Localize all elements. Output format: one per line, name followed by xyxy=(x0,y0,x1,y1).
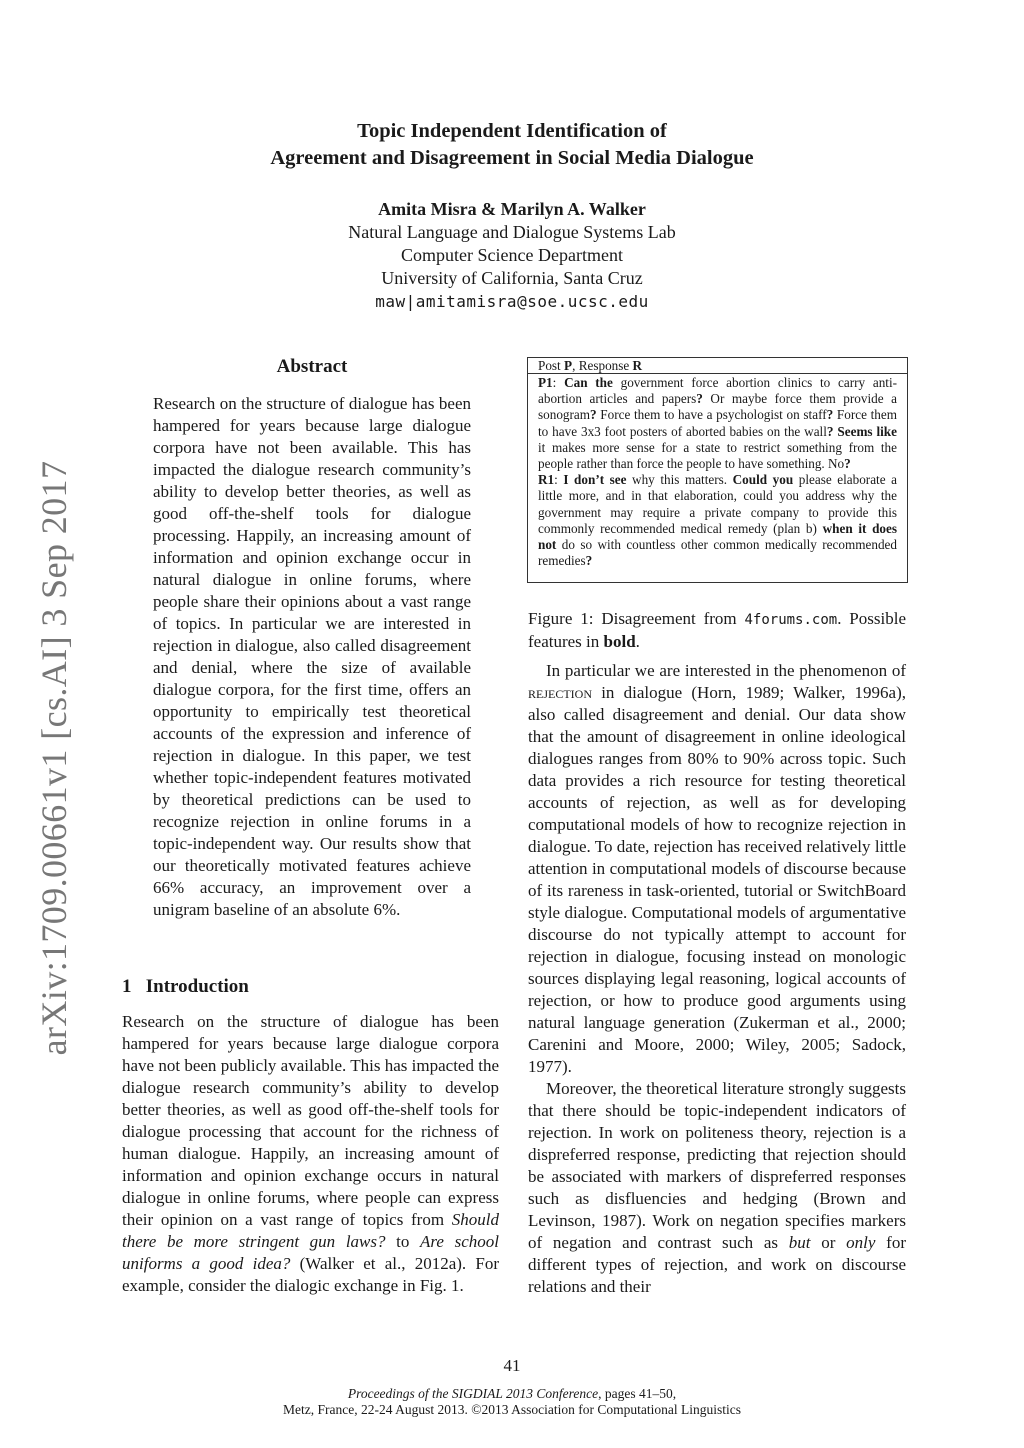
abstract-text: Research on the structure of dialogue has been hampered for years because large dialogue corpora have not been available. This has impacted the dialogue research community’s ability to develop better theories, as well as good off-the-shelf tools for dialogue processing. Happily, an increasing amount of information and opinion exchange occur in natural dialogue in online forums, where people share their opinions about a vast range of topics. In particular we are interested in rejection in dialogue, also called disagreement and denial, where the size of available dialogue corpora, for the first time, offers an opportunity to empirically test theoretical accounts of the expression and inference of rejection in dialogue. In this paper, we test whether topic-independent features motivated by theoretical predictions can be used to recognize rejection in online forums in a topic-independent way. Our results show that our theoretically motivated features achieve 66% accuracy, an improvement over a unigram baseline of an absolute 6%. xyxy=(153,394,471,919)
paper-title xyxy=(0,118,1024,172)
fig-header-post: Post xyxy=(538,358,565,373)
p1-segment: it makes more sense for a state to restrict something from the people rather than force the people to have something. No xyxy=(538,439,897,472)
title-line-2: Agreement and Disagreement in Social Media Dialogue xyxy=(270,147,754,169)
r1-segment: please elaborate a little more, and in that elaboration, could you address why the government may require a private company to provide this commonly recommended medical remedy (plan b) xyxy=(538,472,897,536)
p1-segment: government force abortion clinics to carry anti-abortion articles and papers xyxy=(538,375,898,407)
footer-line-2: Metz, France, 22-24 August 2013. ©2013 Association for Computational Linguistics xyxy=(283,1402,741,1417)
author-names: Amita Misra & Marilyn A. Walker xyxy=(378,199,646,219)
affiliation-lab: Natural Language and Dialogue Systems Lab xyxy=(348,222,676,242)
p1-segment: ? xyxy=(590,407,597,423)
r1-segment: do so with countless other common medically recommended remedies xyxy=(538,537,897,569)
fig-header-p: P xyxy=(564,358,573,373)
author-block xyxy=(0,198,1024,313)
p1-segment: Seems like xyxy=(837,423,897,439)
footer-pages: , pages 41–50, xyxy=(598,1386,677,1401)
intro-question-school-uniforms: Are school uniforms a good idea? xyxy=(122,1232,499,1273)
p2-smallcaps-rejection: rejection xyxy=(528,683,592,702)
intro-text-to: to xyxy=(385,1232,421,1251)
p3-text-b: for different types of rejection, and work on discourse relations and their xyxy=(528,1233,906,1296)
author-email: maw|amitamisra@soe.ucsc.edu xyxy=(375,292,649,311)
r1-segment: when it does not xyxy=(538,520,898,553)
footer-proceedings: Proceedings of the SIGDIAL 2013 Conference xyxy=(347,1386,599,1401)
p3-or: or xyxy=(810,1233,847,1252)
p1-text xyxy=(538,375,897,471)
p1-segment: ? xyxy=(826,423,834,439)
p1-label: P1 xyxy=(538,375,553,390)
p1-segment: ? xyxy=(696,391,703,407)
caption-text: Figure 1: Disagreement from xyxy=(528,609,745,628)
p1-segment: ? xyxy=(844,456,851,472)
p3-only: only xyxy=(846,1233,876,1252)
r1-segment: Could you xyxy=(732,472,794,488)
p3-text-a: Moreover, the theoretical literature strongly suggests that there should be topic-independent indicators of rejection. In work on politeness theory, rejection is a dispreferred response, predicting that rejection should be associated with markers of dispreferred responses such as disfluencies and hedging (Brown and Levinson, 1987). Work on negation specifies markers of negation and contrast such as xyxy=(528,1079,906,1252)
title-line-1: Topic Independent Identification of xyxy=(357,120,667,142)
r1-label: R1 xyxy=(538,472,555,488)
r1-segment: : xyxy=(554,472,564,488)
p1-segment: Or maybe force them provide a sonogram xyxy=(538,391,898,423)
p3-but: but xyxy=(788,1233,811,1252)
p2-text-b: in dialogue (Horn, 1989; Walker, 1996a), also called disagreement and denial. Our data show that the amount of disagreement in online ideological dialogues ranges from 80% to 90% across topic. Such data provides a rich resource for testing theoretical accounts of rejection, as well as for developing computational models of how to recognize rejection in dialogue. To date, rejection has received relatively little attention in computational models of discourse because of its rareness in task-oriented, tutorial or SwitchBoard style dialogue. Computational models of argumentative discourse do not typically attempt to account for rejection in dialogue, focusing instead on monologic sources displaying legal reasoning, logical accounts of rejection, or how to produce good arguments using natural language generation (Zukerman et al., 2000; Carenini and Moore, 2000; Wiley, 2005; Sadock, 1977). xyxy=(528,683,906,1076)
p1-segment: Can the xyxy=(564,375,613,390)
intro-text: Research on the structure of dialogue has been hampered for years because large dialogue corpora have not been publicly available. This has impacted the dialogue research community’s ability to develop better theories, as well as good off-the-shelf tools for dialogue processing that account for the richness of human dialogue. Happily, an increasing amount of information and opinion exchange occurs in natural dialogue in online forums, where people can express their opinion on a vast range of topics from xyxy=(122,1012,499,1229)
intro-question-gun-laws: Should there be more stringent gun laws? xyxy=(122,1210,499,1251)
r1-segment: I don’t see xyxy=(563,472,627,488)
figure-post-p1 xyxy=(528,374,907,472)
arxiv-identifier: arXiv:1709.00661v1 [cs.AI] 3 Sep 2017 xyxy=(34,460,74,1056)
r1-segment: why this matters. xyxy=(626,472,733,488)
footer-line-1 xyxy=(0,1386,1024,1402)
p2-text-a: In particular we are interested in the phenomenon of xyxy=(546,661,906,680)
affiliation-university: University of California, Santa Cruz xyxy=(381,268,643,288)
paragraph-moreover xyxy=(528,1078,906,1298)
figure-1-caption xyxy=(528,608,906,653)
paragraph-rejection xyxy=(528,660,906,1078)
figure-1-box xyxy=(527,357,908,583)
fig-header-r: R xyxy=(632,358,643,373)
p1-segment: : xyxy=(552,375,565,390)
p1-segment: Force them to have a psychologist on staff xyxy=(596,407,827,423)
caption-period: . xyxy=(635,632,640,651)
section-title: Introduction xyxy=(145,976,249,997)
p1-segment: ? xyxy=(826,407,834,423)
caption-bold: bold xyxy=(603,632,636,651)
intro-text-end: (Walker et al., 2012a). For example, consider the dialogic exchange in Fig. 1. xyxy=(122,1254,499,1295)
figure-header xyxy=(528,358,907,374)
caption-text-2: . Possible features in xyxy=(528,609,906,651)
section-number: 1 xyxy=(122,976,132,997)
affiliation-department: Computer Science Department xyxy=(401,245,623,265)
r1-segment: ? xyxy=(585,553,593,569)
r1-text xyxy=(538,472,897,568)
section-heading-introduction xyxy=(122,976,249,998)
abstract-heading: Abstract xyxy=(276,356,348,377)
proceedings-footer xyxy=(0,1386,1024,1418)
page-number: 41 xyxy=(503,1356,521,1375)
introduction-paragraph xyxy=(122,1011,499,1297)
fig-header-response: , Response xyxy=(572,358,633,373)
p1-segment: Force them to have 3x3 foot posters of aborted babies on the wall xyxy=(538,407,898,439)
right-column-body xyxy=(528,660,906,1298)
caption-site: 4forums.com xyxy=(744,612,838,628)
figure-response-r1 xyxy=(528,472,907,569)
